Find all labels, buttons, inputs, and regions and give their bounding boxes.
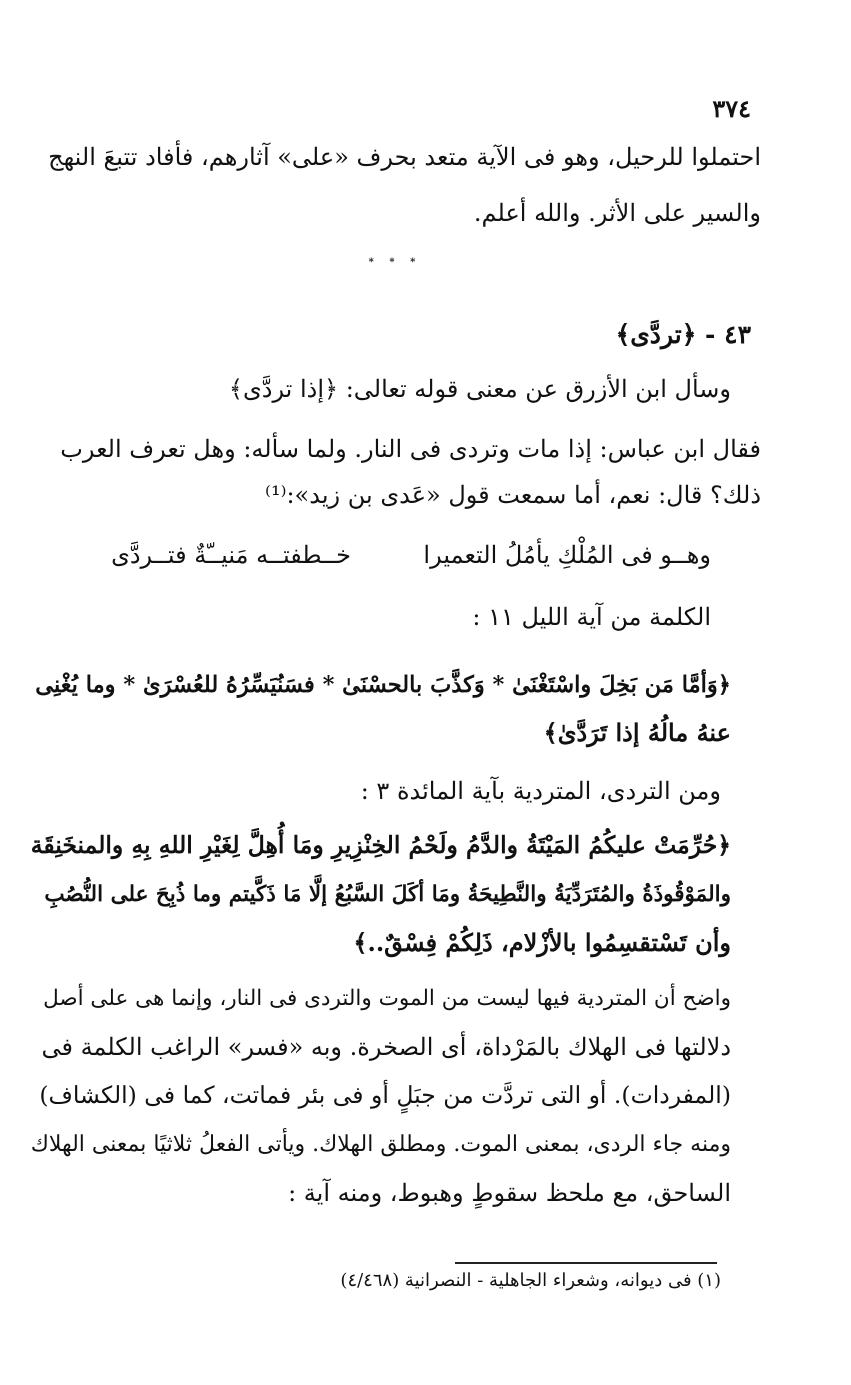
commentary-1-line-3: (المفردات). أو التى تردَّت من جبَلٍ أو فى بئر فماتت، كما فى (الكشاف) — [39, 1081, 731, 1109]
commentary-2-line-1: ومنه جاء الردى، بمعنى الموت. ومطلق الهلاك. ويأتى الفعلُ ثلاثيًا بمعنى الهلاك — [30, 1132, 731, 1157]
commentary-2-line-2: الساحق، مع ملحظ سقوطٍ وهبوط، ومنه آية : — [288, 1179, 731, 1207]
footnote-rule — [455, 1262, 717, 1264]
verse-2-line-1: ﴿حُرِّمَتْ عليكُمُ المَيْتَةُ والدَّمُ ولَحْمُ الخِنْزِيرِ ومَا أُهِلَّ لِغَيْرِ اللهِ بِهِ والمنخَنِقَة — [30, 831, 731, 859]
entry-heading: ٤٣ - ﴿تردَّى﴾ — [615, 320, 751, 349]
page-number: ٣٧٤ — [712, 94, 751, 123]
poem-hemistich-2: وهــو فى المُلْكِ يأمُلُ التعميرا — [423, 541, 711, 569]
answer-line-2: ذلك؟ قال: نعم، أما سمعت قول «عَدى بن زيد»:⁽¹⁾ — [265, 481, 761, 509]
verse-1-line-2: عنهُ مالُهُ إذا تَرَدَّىٰ﴾ — [543, 718, 731, 747]
continuation-line-1: احتملوا للرحيل، وهو فى الآية متعد بحرف «على» آثارهم، فأفاد تتبعَ النهج — [48, 143, 761, 171]
poem-hemistich-1: خــطفتــه مَنيــّةٌ فتــردَّى — [111, 541, 351, 569]
maida-intro: ومن التردى، المتردية بآية المائدة ٣ : — [360, 777, 721, 805]
section-separator: * * * — [368, 257, 422, 268]
commentary-1-line-2: دلالتها فى الهلاك بالمَرْداة، أى الصخرة. وبه «فسر» الراغب الكلمة فى — [41, 1033, 731, 1061]
footnote: (١) فى ديوانه، وشعراء الجاهلية - النصرانية (٤/٤٦٨) — [340, 1270, 721, 1291]
verse-2-line-2: والمَوْقُوذَةُ والمُتَرَدِّيَةُ والنَّطِيحَةُ ومَا أكَلَ السَّبُعُ إلَّا مَا ذَكَّيتم وما ذُبِحَ على النُّصُبِ — [44, 882, 731, 907]
continuation-line-2: والسير على الأثر. والله أعلم. — [473, 199, 761, 227]
word-intro: الكلمة من آية الليل ١١ : — [472, 603, 711, 631]
verse-1-line-1: ﴿وَأمَّا مَن بَخِلَ واسْتَغْنَىٰ * وَكذَّبَ بالحسْنَىٰ * فسَنُيَسِّرُهُ للعُسْرَىٰ * وما يُغْنِى — [35, 672, 731, 698]
verse-2-line-3: وأن تَسْتقسِمُوا بالأزْلام، ذَلِكُمْ فِسْقٌ..﴾ — [353, 928, 731, 957]
answer-line-1: فقال ابن عباس: إذا مات وتردى فى النار. ولما سأله: وهل تعرف العرب — [60, 435, 761, 463]
question-line: وسأل ابن الأزرق عن معنى قوله تعالى: ﴿إذا تردَّى﴾ — [228, 375, 731, 403]
commentary-1-line-1: واضح أن المتردية فيها ليست من الموت والتردى فى النار، وإنما هى على أصل — [43, 986, 731, 1011]
